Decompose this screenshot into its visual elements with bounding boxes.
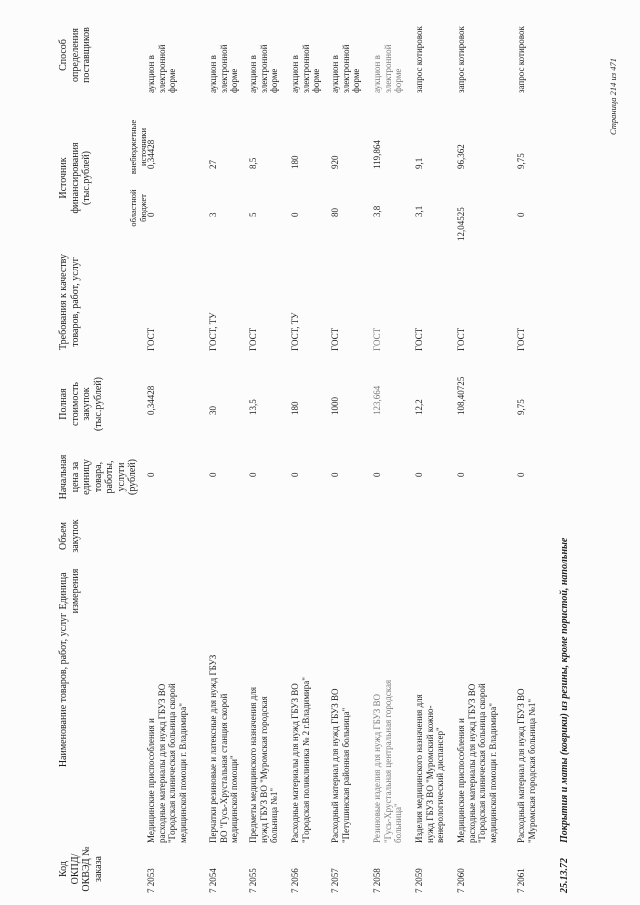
row-method: аукцион в электронной форме bbox=[290, 44, 321, 93]
row-num: 7 2054 bbox=[208, 868, 218, 893]
row-num: 7 2057 bbox=[330, 868, 340, 893]
row-req: ГОСТ, ТУ bbox=[208, 312, 218, 351]
row-name: Резиновые изделия для нужд ГБУЗ ВО "Гусь-Хрустальная центральная городская больница" bbox=[372, 679, 403, 843]
row-req: ГОСТ bbox=[248, 327, 258, 351]
row-req: ГОСТ bbox=[516, 327, 526, 351]
row-total: 12,2 bbox=[414, 399, 424, 415]
row-req: ГОСТ bbox=[456, 327, 466, 351]
row-regional: 3,1 bbox=[414, 205, 424, 217]
row-price: 0 bbox=[290, 472, 300, 477]
row-price: 0 bbox=[372, 472, 382, 477]
header-name: Наименование товаров, работ, услуг bbox=[58, 612, 69, 768]
row-num: 7 2061 bbox=[516, 868, 526, 893]
row-name: Расходный материал для нужд ГБУЗ ВО "Муромская городская больница №1" bbox=[516, 688, 537, 843]
row-extra: 8,5 bbox=[248, 157, 258, 169]
row-total: 30 bbox=[208, 406, 218, 415]
row-extra: 9,1 bbox=[414, 157, 424, 169]
row-total: 13,5 bbox=[248, 399, 258, 415]
row-name: Предметы медицинского назначения для нужд ГБУЗ ВО "Муромская городская больница №1" bbox=[248, 687, 279, 843]
row-num: 7 2056 bbox=[290, 868, 300, 893]
row-total: 0,34428 bbox=[146, 385, 156, 415]
row-num: 7 2060 bbox=[456, 868, 466, 893]
row-price: 0 bbox=[414, 472, 424, 477]
row-total: 108,40725 bbox=[456, 376, 466, 415]
row-num: 7 2053 bbox=[146, 868, 156, 893]
row-price: 0 bbox=[208, 472, 218, 477]
row-num: 7 2055 bbox=[248, 868, 258, 893]
row-method: запрос котировок bbox=[456, 26, 466, 93]
row-total: 180 bbox=[290, 401, 300, 415]
header-code: Код ОКПД/ ОКВЭД № заказа bbox=[58, 846, 104, 892]
header-source-extra: внебюджетные источники bbox=[128, 119, 148, 175]
row-method: аукцион в электронной форме bbox=[330, 44, 361, 93]
header-source-regional: областной бюджет bbox=[128, 189, 148, 227]
header-requirements: Требования к качеству товаров, работ, услуг bbox=[58, 253, 81, 351]
row-extra: 0,34428 bbox=[146, 139, 156, 169]
row-num: 7 2059 bbox=[414, 868, 424, 893]
row-price: 0 bbox=[330, 472, 340, 477]
row-price: 0 bbox=[146, 472, 156, 477]
header-volume: Объем закупок bbox=[58, 519, 81, 553]
row-req: ГОСТ bbox=[372, 327, 382, 351]
row-total: 9,75 bbox=[516, 399, 526, 415]
row-req: ГОСТ bbox=[330, 327, 340, 351]
row-regional: 0 bbox=[290, 212, 300, 217]
row-total: 1000 bbox=[330, 397, 340, 415]
row-method: запрос котировок bbox=[414, 26, 424, 93]
row-name: Медицинские приспособления и расходные материалы для нужд ГБУЗ ВО "Городская клиническая больница скорой медицинской помощи г. Владимира" bbox=[456, 683, 498, 843]
row-regional: 80 bbox=[330, 208, 340, 217]
row-method: аукцион в электронной форме bbox=[146, 44, 177, 93]
row-regional: 3 bbox=[208, 212, 218, 217]
row-regional: 0 bbox=[146, 212, 156, 217]
row-num: 7 2058 bbox=[372, 868, 382, 893]
section-title: Покрытия и маты (коврики) из резины, кроме пористой, напольные bbox=[559, 537, 570, 843]
header-source: Источник финансирования (тыс.рублей) bbox=[58, 142, 92, 214]
row-req: ГОСТ, ТУ bbox=[290, 312, 300, 351]
row-price: 0 bbox=[248, 472, 258, 477]
row-method: аукцион в электронной форме bbox=[372, 44, 403, 93]
row-regional: 0 bbox=[516, 212, 526, 217]
row-name: Медицинские приспособления и расходные материалы для нужд ГБУЗ ВО "Городская клиническая больница скорой медицинской помощи г. Владимира" bbox=[146, 683, 188, 843]
header-price: Начальная цена за единицу товара, работы, услуги (рублей) bbox=[58, 454, 138, 500]
page-number: Страница 214 из 471 bbox=[608, 58, 618, 135]
row-name: Изделия медицинского назначения для нужд ГБУЗ ВО "Муромский кожно-венерологический диспансер" bbox=[414, 694, 445, 843]
row-req: ГОСТ bbox=[146, 327, 156, 351]
row-extra: 96,362 bbox=[456, 144, 466, 169]
row-price: 0 bbox=[456, 472, 466, 477]
section-code: 25.13.72 bbox=[559, 858, 570, 893]
row-extra: 180 bbox=[290, 155, 300, 169]
row-regional: 5 bbox=[248, 212, 258, 217]
header-unit: Единица измерения bbox=[58, 568, 81, 614]
header-method: Способ определения поставщиков bbox=[58, 27, 92, 83]
row-extra: 27 bbox=[208, 160, 218, 169]
row-req: ГОСТ bbox=[414, 327, 424, 351]
row-regional: 12,04525 bbox=[456, 207, 466, 241]
row-method: аукцион в электронной форме bbox=[248, 44, 279, 93]
row-extra: 119,864 bbox=[372, 140, 382, 169]
header-total: Полная стоимость закупок (тыс.рублей) bbox=[58, 376, 104, 432]
row-method: аукцион в электронной форме bbox=[208, 44, 239, 93]
row-name: Расходные материалы для нужд ГБУЗ ВО "Городская поликлиника № 2 г.Владимира" bbox=[290, 677, 311, 843]
row-name: Расходный материал для нужд ГБУЗ ВО "Петушинская районная больница" bbox=[330, 688, 351, 843]
row-extra: 9,75 bbox=[516, 153, 526, 169]
row-method: запрос котировок bbox=[516, 26, 526, 93]
row-name: Перчатки резиновые и латексные для нужд ГБУЗ ВО "Гусь-Хрустальная станция скорой медицинской помощи" bbox=[208, 654, 239, 843]
row-price: 0 bbox=[516, 472, 526, 477]
row-regional: 3,8 bbox=[372, 205, 382, 217]
row-extra: 920 bbox=[330, 155, 340, 169]
row-total: 123,664 bbox=[372, 385, 382, 415]
